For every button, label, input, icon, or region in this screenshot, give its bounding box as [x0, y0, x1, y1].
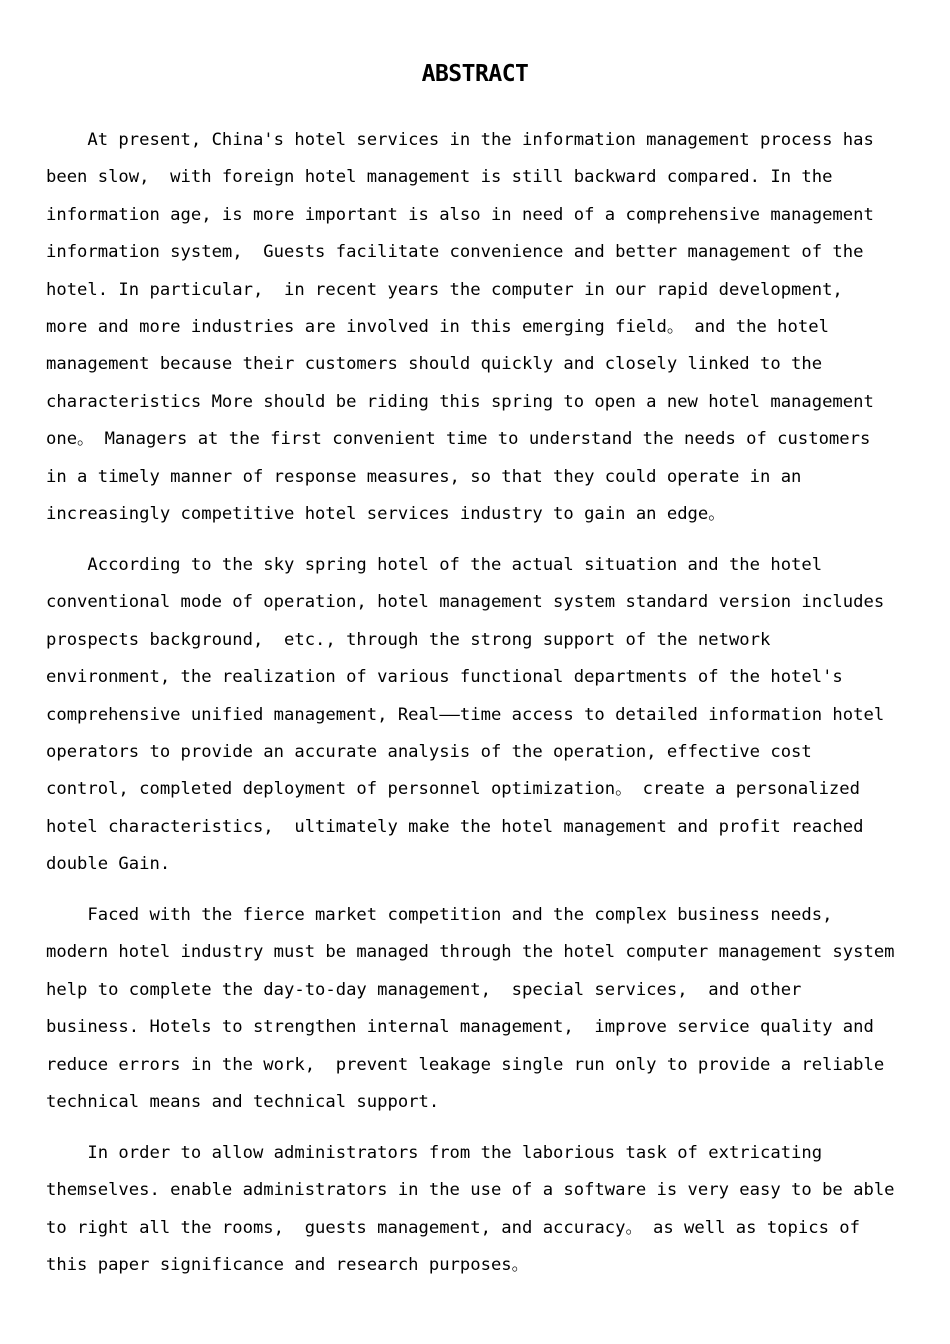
text-line: information system, Guests facilitate convenience and better management of the — [46, 242, 864, 263]
text-line: information age, is more important is also in need of a comprehensive management — [46, 204, 874, 225]
text-line: modern hotel industry must be managed through the hotel computer management system — [46, 942, 895, 963]
text-line: themselves. enable administrators in the use of a software is very easy to be able — [46, 1180, 895, 1201]
text-line: According to the sky spring hotel of the actual situation and the hotel — [46, 555, 823, 575]
text-line: comprehensive unified management, Real——time access to detailed information hotel — [46, 704, 885, 725]
text-line: this paper significance and research purposes。 — [46, 1255, 529, 1276]
text-line: At present, China's hotel services in the information management process has — [46, 130, 874, 150]
text-line: management because their customers should quickly and closely linked to the — [46, 354, 823, 375]
text-line: hotel. In particular, in recent years the computer in our rapid development, — [46, 279, 843, 300]
text-line: control, completed deployment of personnel optimization。 create a personalized — [46, 779, 860, 800]
text-line: one。 Managers at the first convenient time to understand the needs of customers — [46, 429, 871, 450]
text-line: increasingly competitive hotel services industry to gain an edge。 — [46, 503, 726, 524]
text-line: characteristics More should be riding this spring to open a new hotel management — [46, 391, 874, 412]
text-line: In order to allow administrators from the laborious task of extricating — [46, 1143, 823, 1163]
abstract-paragraph-4 — [46, 1135, 895, 1285]
abstract-paragraph-2 — [46, 547, 884, 884]
text-line: double Gain. — [46, 854, 171, 875]
text-line: more and more industries are involved in this emerging field。 and the hotel — [46, 316, 829, 337]
text-line: been slow, with foreign hotel management is still backward compared. In the — [46, 167, 833, 188]
text-line: help to complete the day-to-day management, special services, and other — [46, 979, 802, 1000]
abstract-paragraph-1 — [46, 122, 874, 533]
text-line: prospects background, etc., through the strong support of the network — [46, 629, 771, 650]
text-line: environment, the realization of various functional departments of the hotel's — [46, 667, 843, 688]
abstract-paragraph-3 — [46, 897, 895, 1121]
text-line: to right all the rooms, guests management, and accuracy。 as well as topics of — [46, 1217, 860, 1238]
text-line: Faced with the fierce market competition and the complex business needs, — [46, 905, 833, 925]
text-line: in a timely manner of response measures, so that they could operate in an — [46, 466, 802, 487]
text-line: technical means and technical support. — [46, 1091, 440, 1112]
text-line: business. Hotels to strengthen internal management, improve service quality and — [46, 1017, 874, 1038]
text-line: operators to provide an accurate analysis of the operation, effective cost — [46, 741, 812, 762]
page-title: ABSTRACT — [421, 61, 529, 87]
text-line: conventional mode of operation, hotel management system standard version includes — [46, 592, 885, 613]
text-line: hotel characteristics, ultimately make the hotel management and profit reached — [46, 816, 864, 837]
text-line: reduce errors in the work, prevent leakage single run only to provide a reliable — [46, 1054, 885, 1075]
